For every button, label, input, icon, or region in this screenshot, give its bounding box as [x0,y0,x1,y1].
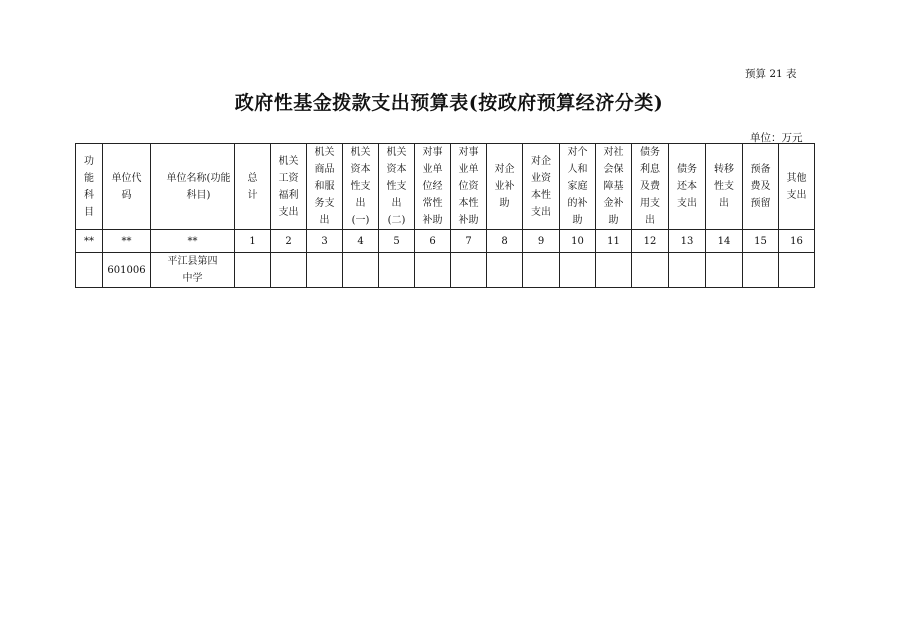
cell-total [235,253,271,288]
header-col-3: 机关 资本 性支 出 (一) [343,144,379,230]
cell-unit-code: 601006 [103,253,151,288]
index-cell: 3 [307,230,343,253]
cell-col-2 [307,253,343,288]
table-row [76,253,815,288]
header-col-1: 机关 工资 福利 支出 [271,144,307,230]
cell-col-9 [560,253,596,288]
cell-col-10 [596,253,632,288]
cell-col-5 [415,253,451,288]
budget-table [75,143,815,288]
header-col-13: 转移 性支 出 [706,144,743,230]
header-col-14: 预备 费及 预留 [743,144,779,230]
index-cell: 9 [523,230,560,253]
index-cell: 10 [560,230,596,253]
header-col-7: 对企 业补 助 [487,144,523,230]
index-cell: 16 [779,230,815,253]
index-cell: 14 [706,230,743,253]
header-col-4: 机关 资本 性支 出 (二) [379,144,415,230]
cell-col-4 [379,253,415,288]
cell-col-8 [523,253,560,288]
index-cell: ** [151,230,235,253]
page-title: 政府性基金拨款支出预算表(按政府预算经济分类) [234,92,664,114]
header-col-10: 对社 会保 障基 金补 助 [596,144,632,230]
page-code: 预算 21 表 [745,68,797,80]
cell-col-13 [706,253,743,288]
cell-col-14 [743,253,779,288]
header-col-5: 对事 业单 位经 常性 补助 [415,144,451,230]
header-col-15: 其他 支出 [779,144,815,230]
index-cell: 11 [596,230,632,253]
index-cell: 12 [632,230,669,253]
index-cell: 1 [235,230,271,253]
header-func-subject: 功 能 科 目 [76,144,103,230]
index-cell: 2 [271,230,307,253]
header-col-6: 对事 业单 位资 本性 补助 [451,144,487,230]
index-cell: 6 [415,230,451,253]
header-col-12: 债务 还本 支出 [669,144,706,230]
cell-col-11 [632,253,669,288]
index-cell: 7 [451,230,487,253]
header-total: 总 计 [235,144,271,230]
header-col-9: 对个 人和 家庭 的补 助 [560,144,596,230]
header-unit-name: 单位名称(功能 科目) [151,144,235,230]
index-cell: 8 [487,230,523,253]
cell-unit-name: 平江县第四 中学 [151,253,235,288]
cell-col-3 [343,253,379,288]
cell-col-7 [487,253,523,288]
cell-col-1 [271,253,307,288]
cell-col-12 [669,253,706,288]
header-col-2: 机关 商品 和服 务支 出 [307,144,343,230]
index-row [76,230,815,253]
index-cell: 13 [669,230,706,253]
index-cell: ** [103,230,151,253]
header-col-8: 对企 业资 本性 支出 [523,144,560,230]
index-cell: 4 [343,230,379,253]
cell-col-15 [779,253,815,288]
cell-func-subject [76,253,103,288]
header-row [76,144,815,230]
unit-label: 单位：万元 [750,132,803,144]
index-cell: ** [76,230,103,253]
header-unit-code: 单位代 码 [103,144,151,230]
index-cell: 5 [379,230,415,253]
cell-col-6 [451,253,487,288]
index-cell: 15 [743,230,779,253]
header-col-11: 债务 利息 及费 用支 出 [632,144,669,230]
